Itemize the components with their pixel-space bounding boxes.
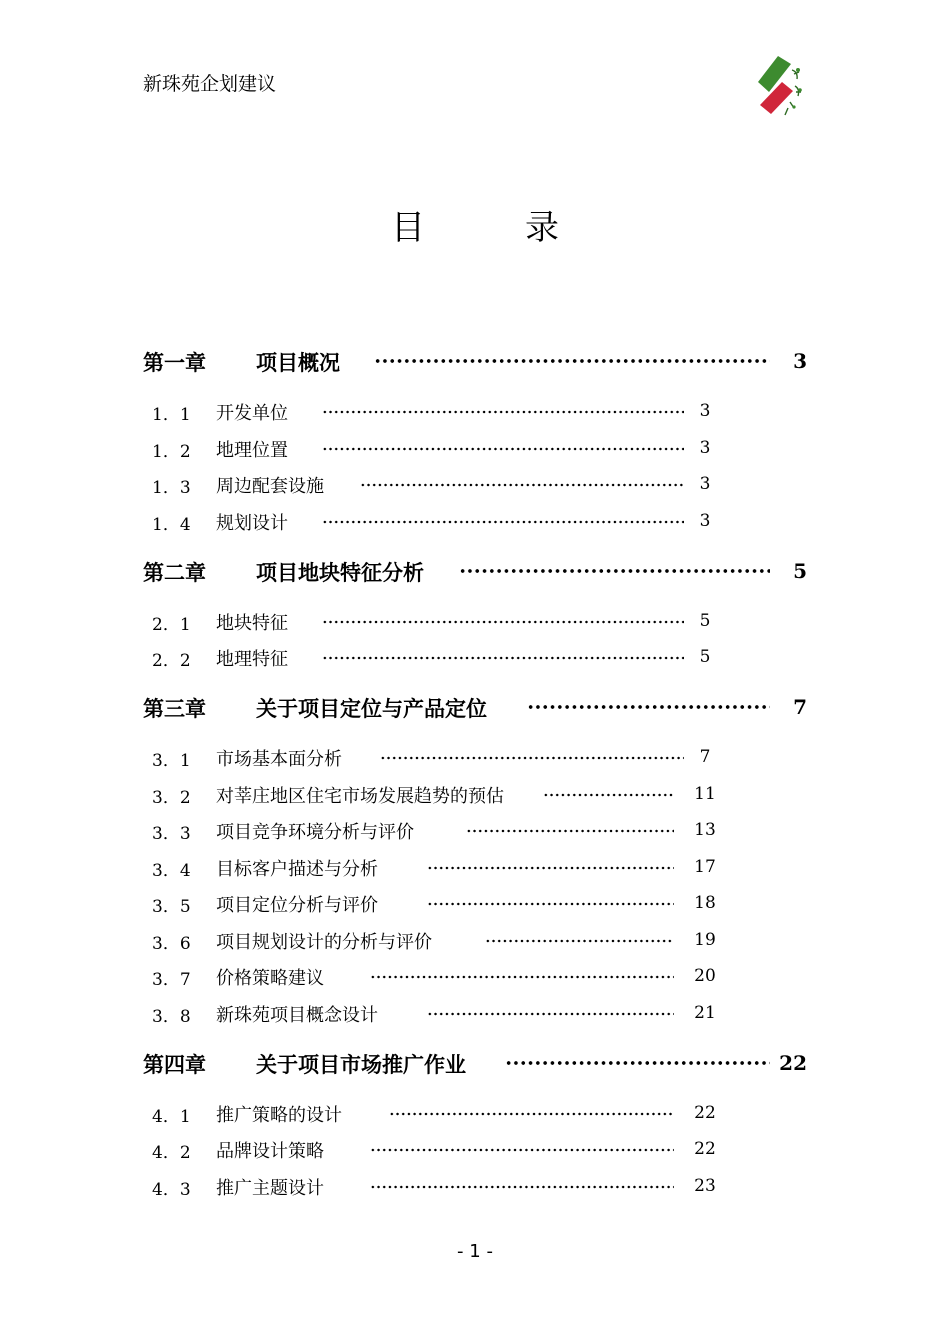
section-number: 3．8: [152, 1007, 191, 1027]
section-title: 地理特征: [216, 649, 288, 670]
toc-section-row[interactable]: [0, 1098, 950, 1128]
section-title: 周边配套设施: [216, 476, 324, 497]
dot-leader: [466, 828, 674, 834]
section-number: 3．4: [152, 861, 191, 881]
chapter-page-number: 22: [779, 1051, 807, 1075]
chapter-number: 第二章: [143, 561, 206, 585]
chapter-number: 第一章: [143, 351, 206, 375]
dot-leader: [427, 865, 674, 871]
toc-section-row[interactable]: [0, 961, 950, 991]
dot-leader: [370, 1147, 674, 1153]
section-page-number: 21: [694, 1003, 716, 1023]
dot-leader: [505, 1059, 770, 1067]
toc-chapter-row[interactable]: [0, 691, 950, 721]
toc-chapter-row[interactable]: [0, 555, 950, 585]
toc-section-row[interactable]: [0, 506, 950, 536]
section-page-number: 3: [699, 401, 711, 421]
section-page-number: 23: [694, 1176, 716, 1196]
dot-leader: [427, 1011, 674, 1017]
chapter-number: 第三章: [143, 697, 206, 721]
dot-leader: [427, 901, 674, 907]
section-page-number: 11: [694, 784, 716, 804]
section-title: 规划设计: [216, 513, 288, 534]
section-page-number: 3: [699, 511, 711, 531]
section-page-number: 18: [694, 893, 716, 913]
section-number: 2．2: [152, 651, 191, 671]
toc-section-row[interactable]: [0, 888, 950, 918]
dot-leader: [322, 619, 684, 625]
company-logo-icon: [752, 52, 808, 118]
dot-leader: [322, 519, 684, 525]
toc-section-row[interactable]: [0, 925, 950, 955]
toc-section-row[interactable]: [0, 469, 950, 499]
section-number: 3．1: [152, 751, 191, 771]
section-title: 项目竞争环境分析与评价: [216, 822, 414, 843]
dot-leader: [380, 755, 684, 761]
section-number: 1．1: [152, 405, 191, 425]
dot-leader: [360, 482, 684, 488]
toc-section-row[interactable]: [0, 779, 950, 809]
section-page-number: 3: [699, 438, 711, 458]
dot-leader: [527, 703, 770, 711]
toc-title: 目录: [391, 208, 659, 248]
dot-leader: [322, 409, 684, 415]
section-number: 1．4: [152, 515, 191, 535]
dot-leader: [485, 938, 674, 944]
section-number: 3．6: [152, 934, 191, 954]
section-title: 推广策略的设计: [216, 1105, 342, 1126]
section-title: 地理位置: [216, 440, 288, 461]
chapter-page-number: 5: [793, 559, 807, 583]
toc-chapter-row[interactable]: [0, 1047, 950, 1077]
dot-leader: [459, 567, 770, 575]
chapter-title: 关于项目定位与产品定位: [256, 697, 487, 721]
section-title: 对莘庄地区住宅市场发展趋势的预估: [216, 786, 504, 807]
section-number: 4．1: [152, 1107, 191, 1127]
toc-section-row[interactable]: [0, 742, 950, 772]
toc-section-row[interactable]: [0, 433, 950, 463]
section-number: 3．2: [152, 788, 191, 808]
section-number: 2．1: [152, 615, 191, 635]
section-page-number: 7: [699, 747, 711, 767]
toc-section-row[interactable]: [0, 1171, 950, 1201]
toc-section-row[interactable]: [0, 642, 950, 672]
section-title: 品牌设计策略: [216, 1141, 324, 1162]
section-page-number: 5: [699, 647, 711, 667]
section-page-number: 13: [694, 820, 716, 840]
section-number: 3．3: [152, 824, 191, 844]
dot-leader: [543, 792, 674, 798]
section-number: 1．3: [152, 478, 191, 498]
page-number: - 1 -: [457, 1241, 493, 1262]
section-page-number: 20: [694, 966, 716, 986]
chapter-title: 项目地块特征分析: [256, 561, 424, 585]
section-number: 3．5: [152, 897, 191, 917]
section-number: 4．2: [152, 1143, 191, 1163]
chapter-title: 项目概况: [256, 351, 340, 375]
section-number: 4．3: [152, 1180, 191, 1200]
header-title: 新珠苑企划建议: [143, 73, 277, 95]
section-title: 市场基本面分析: [216, 749, 342, 770]
section-page-number: 19: [694, 930, 716, 950]
section-page-number: 17: [694, 857, 716, 877]
dot-leader: [374, 357, 770, 365]
toc-chapter-row[interactable]: [0, 345, 950, 375]
toc-section-row[interactable]: [0, 998, 950, 1028]
dot-leader: [322, 655, 684, 661]
section-title: 目标客户描述与分析: [216, 859, 378, 880]
section-number: 1．2: [152, 442, 191, 462]
section-title: 项目定位分析与评价: [216, 895, 378, 916]
dot-leader: [322, 446, 684, 452]
dot-leader: [389, 1111, 674, 1117]
toc-section-row[interactable]: [0, 1134, 950, 1164]
dot-leader: [370, 1184, 674, 1190]
section-title: 价格策略建议: [216, 968, 324, 989]
toc-section-row[interactable]: [0, 606, 950, 636]
dot-leader: [370, 974, 674, 980]
toc-section-row[interactable]: [0, 815, 950, 845]
chapter-title: 关于项目市场推广作业: [256, 1053, 466, 1077]
chapter-number: 第四章: [143, 1053, 206, 1077]
section-page-number: 5: [699, 611, 711, 631]
toc-section-row[interactable]: [0, 852, 950, 882]
chapter-page-number: 7: [793, 695, 807, 719]
section-title: 新珠苑项目概念设计: [216, 1005, 378, 1026]
section-title: 开发单位: [216, 403, 288, 424]
section-title: 推广主题设计: [216, 1178, 324, 1199]
section-page-number: 22: [694, 1139, 716, 1159]
toc-section-row[interactable]: [0, 396, 950, 426]
section-title: 项目规划设计的分析与评价: [216, 932, 432, 953]
section-number: 3．7: [152, 970, 191, 990]
section-page-number: 3: [699, 474, 711, 494]
section-title: 地块特征: [216, 613, 288, 634]
chapter-page-number: 3: [793, 349, 807, 373]
section-page-number: 22: [694, 1103, 716, 1123]
